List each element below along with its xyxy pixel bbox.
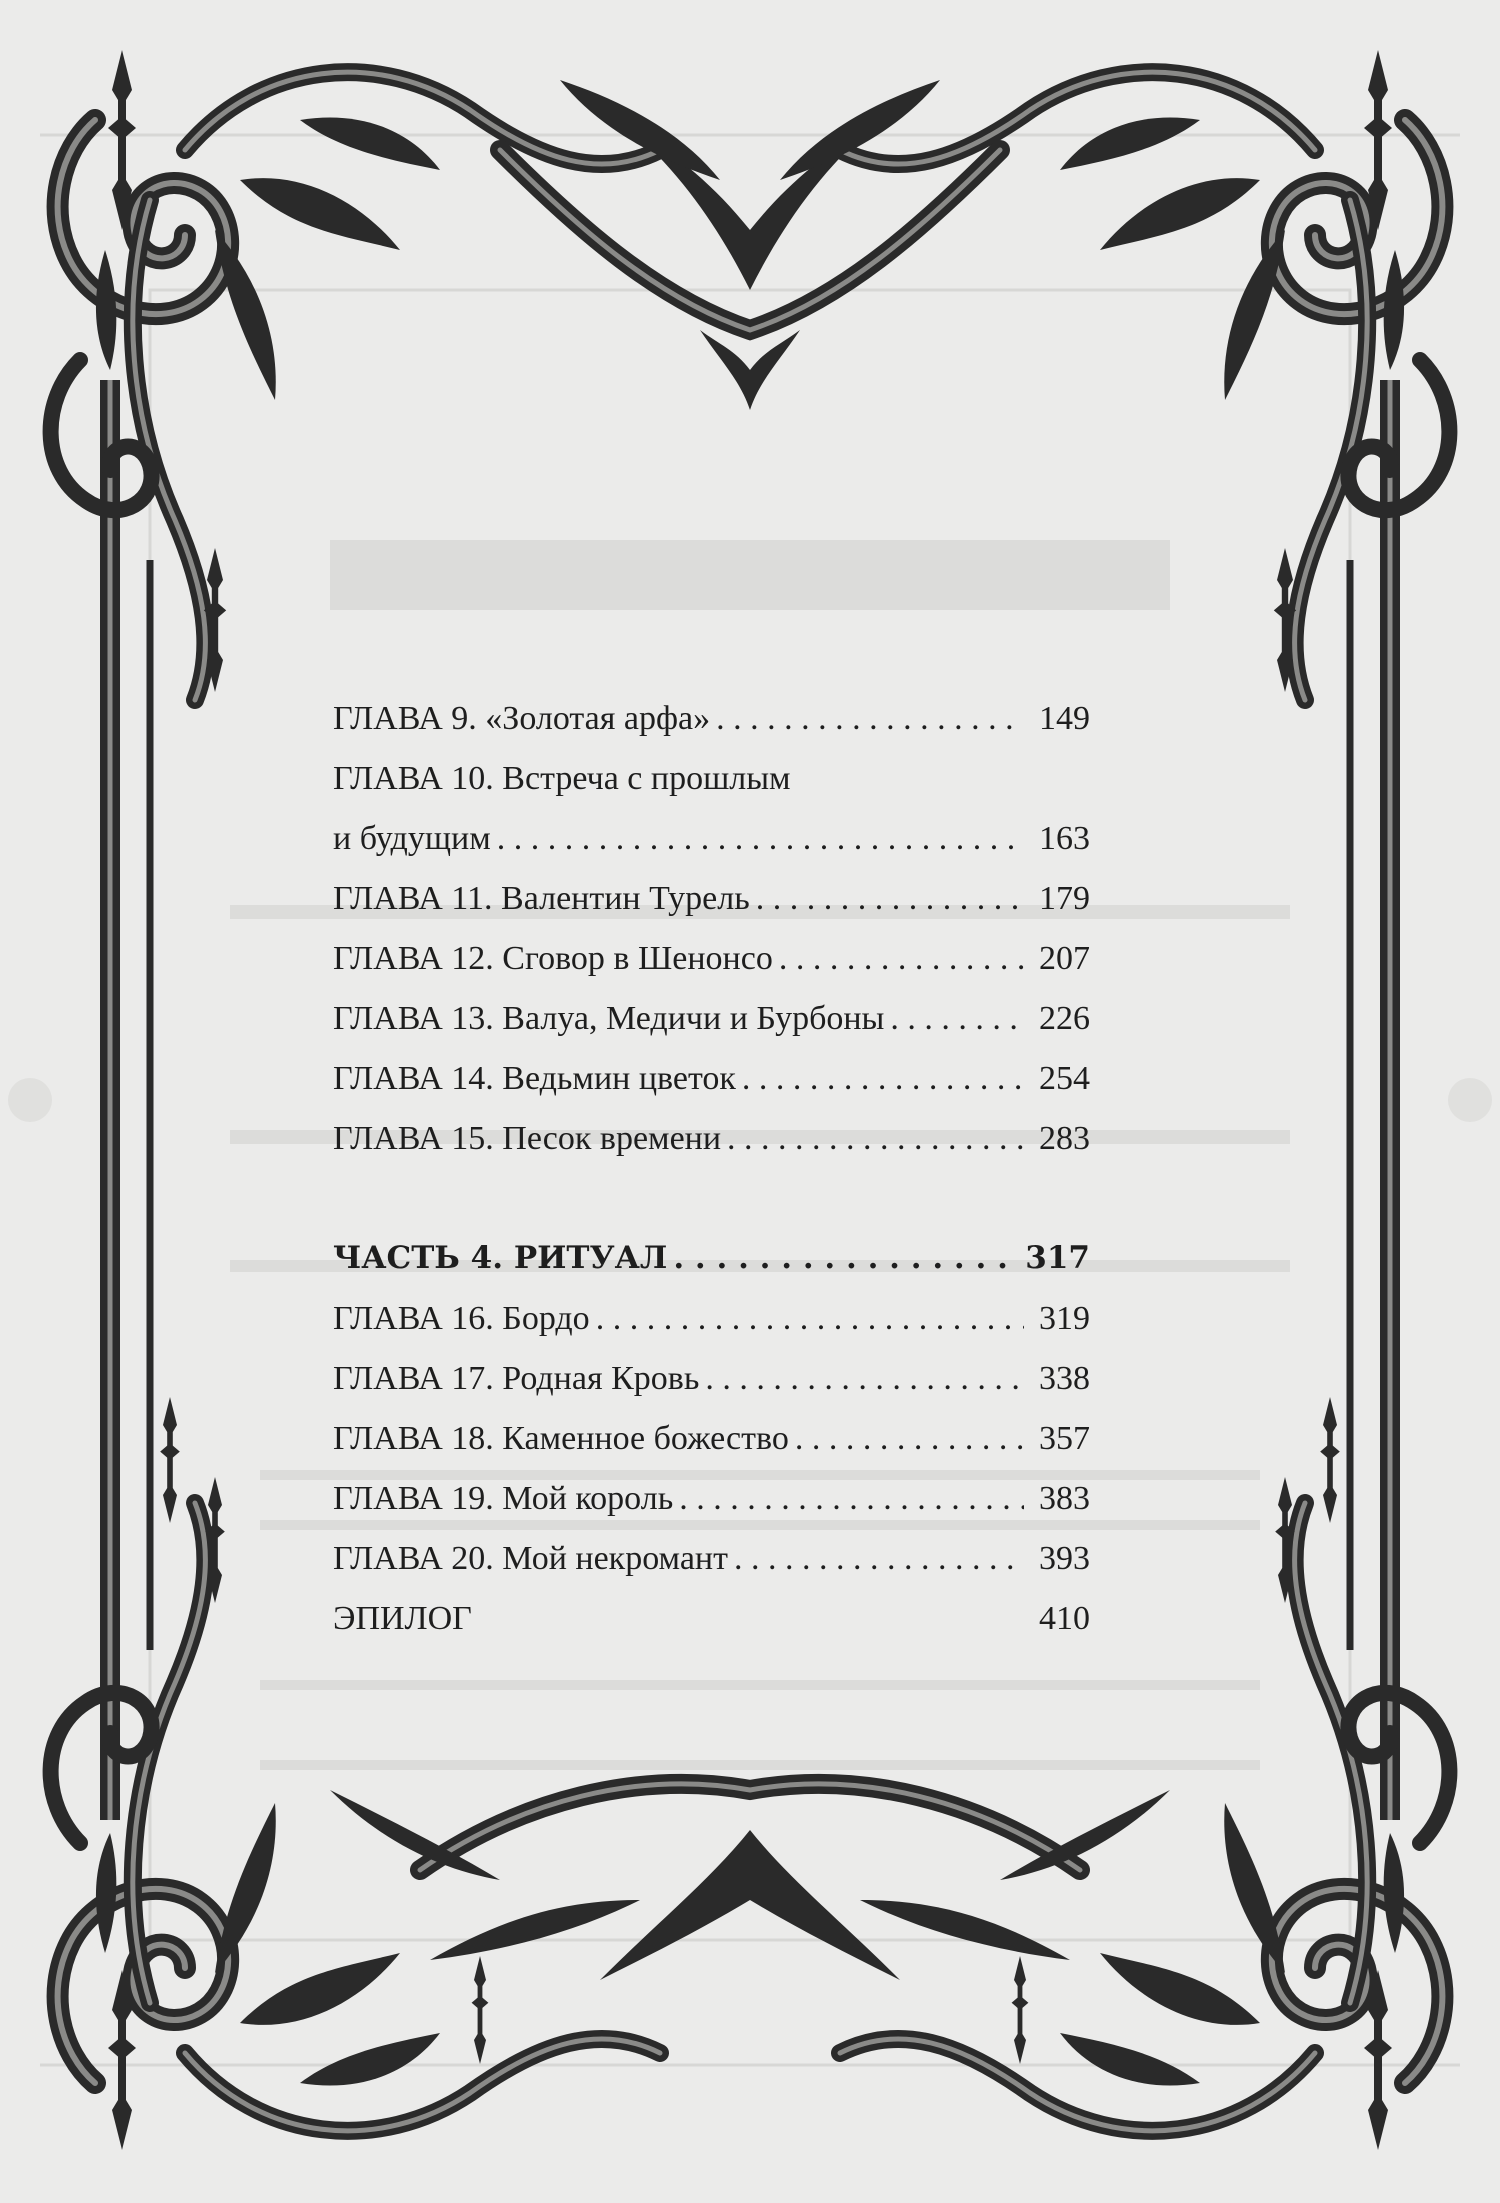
toc-entry-page: 319 (1039, 1300, 1090, 1337)
toc-entry (333, 760, 1090, 820)
toc-entry-page: 254 (1039, 1060, 1090, 1097)
toc-entry-label: ГЛАВА 18. Каменное божество (333, 1420, 789, 1457)
toc-entry (333, 1120, 1090, 1180)
toc-entry (333, 1000, 1090, 1060)
toc-entry-label: ГЛАВА 20. Мой некромант (333, 1540, 728, 1577)
toc-entry-label: ГЛАВА 11. Валентин Турель (333, 880, 750, 917)
toc-entry (333, 940, 1090, 1000)
toc-entry-page: 410 (1039, 1600, 1090, 1637)
toc-entry-page: 383 (1039, 1480, 1090, 1517)
toc-entry-page: 149 (1039, 700, 1090, 737)
toc-entry (333, 1600, 1090, 1660)
toc-entry-label: ГЛАВА 19. Мой король (333, 1480, 674, 1517)
section-gap (333, 1180, 1090, 1240)
toc-entry (333, 1540, 1090, 1600)
dot-leader (734, 1540, 1024, 1578)
toc-entry (333, 820, 1090, 880)
dot-leader (679, 1480, 1024, 1518)
toc-entry-label: ЭПИЛОГ (333, 1600, 472, 1637)
toc-entry (333, 1360, 1090, 1420)
toc-entry-page: 338 (1039, 1360, 1090, 1397)
toc-entry-label: ГЛАВА 13. Валуа, Медичи и Бурбоны (333, 1000, 885, 1037)
dot-leader (727, 1120, 1024, 1158)
table-of-contents (333, 700, 1090, 1660)
toc-part-heading (333, 1240, 1090, 1300)
toc-entry-label: ГЛАВА 15. Песок времени (333, 1120, 722, 1157)
dot-leader (705, 1360, 1024, 1398)
toc-entry-page: 179 (1039, 880, 1090, 917)
toc-entry (333, 1060, 1090, 1120)
toc-entry (333, 1480, 1090, 1540)
toc-entry-label: ГЛАВА 14. Ведьмин цветок (333, 1060, 736, 1097)
toc-entry-page: 357 (1039, 1420, 1090, 1457)
toc-entry-page: 283 (1039, 1120, 1090, 1157)
toc-entry-page: 226 (1039, 1000, 1090, 1037)
toc-entry (333, 880, 1090, 940)
dot-leader (673, 1240, 1019, 1276)
dot-leader (890, 1000, 1024, 1038)
toc-entry-label: ГЛАВА 9. «Золотая арфа» (333, 700, 711, 737)
toc-entry-label: ГЛАВА 10. Встреча с прошлым (333, 760, 791, 797)
toc-entry-label: ГЛАВА 17. Родная Кровь (333, 1360, 700, 1397)
toc-part-page: 317 (1025, 1240, 1090, 1276)
toc-entry (333, 700, 1090, 760)
toc-part-label: ЧАСТЬ 4. РИТУАЛ (333, 1240, 668, 1276)
dot-leader (742, 1060, 1024, 1098)
toc-entry (333, 1420, 1090, 1480)
dot-leader (716, 700, 1024, 738)
toc-entry-page: 207 (1039, 940, 1090, 977)
toc-entry-page: 163 (1039, 820, 1090, 857)
dot-leader (497, 820, 1024, 858)
toc-entry-label: ГЛАВА 16. Бордо (333, 1300, 590, 1337)
toc-entry-label: и будущим (333, 820, 491, 857)
dot-leader (596, 1300, 1024, 1338)
toc-entry (333, 1300, 1090, 1360)
dot-leader (779, 940, 1024, 978)
toc-entry-label: ГЛАВА 12. Сговор в Шенонсо (333, 940, 773, 977)
dot-leader (756, 880, 1024, 918)
dot-leader (795, 1420, 1024, 1458)
toc-entry-page: 393 (1039, 1540, 1090, 1577)
